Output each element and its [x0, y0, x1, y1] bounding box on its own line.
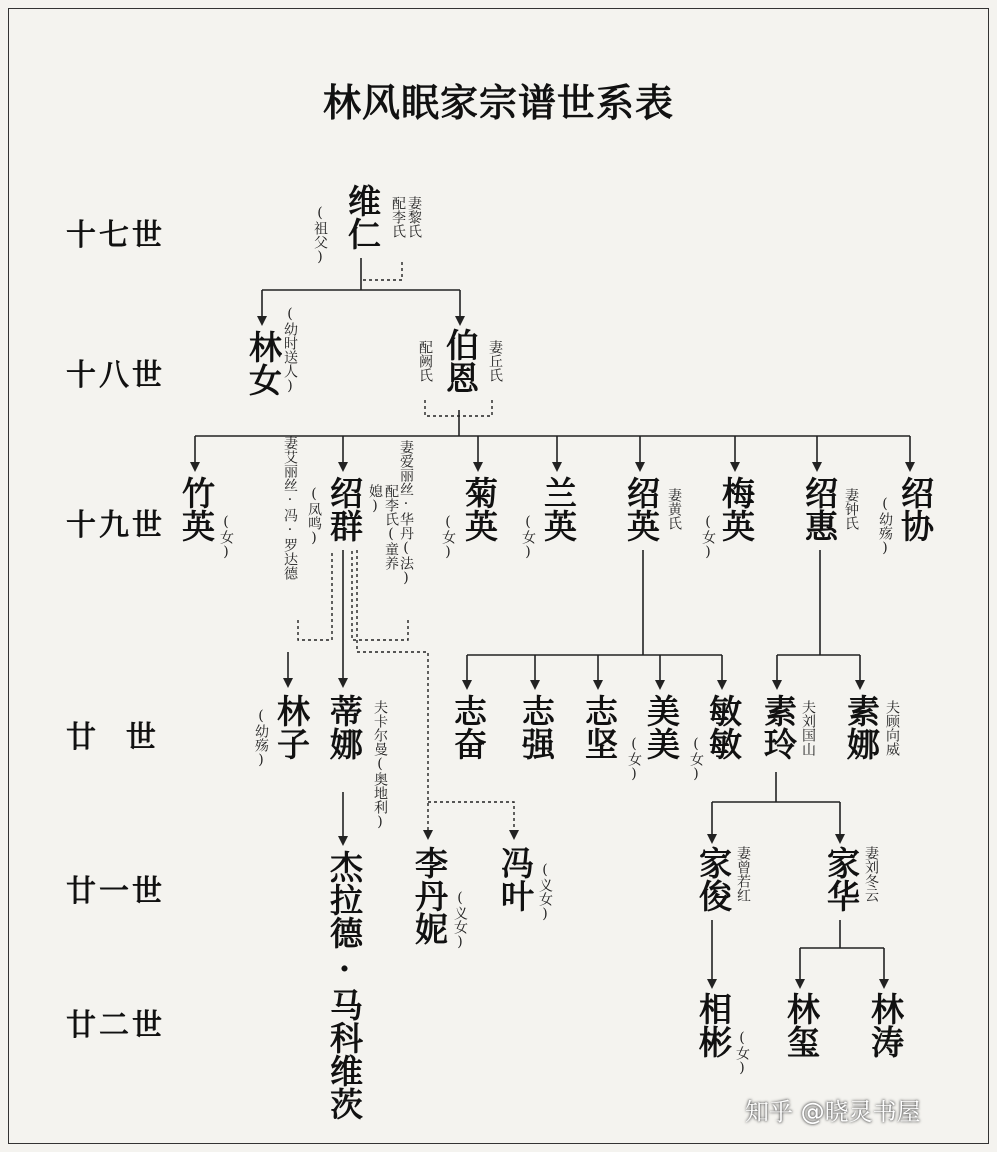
person-zhifen: 志奋 — [449, 694, 488, 760]
boen-spouse-left: 配阙氏 — [417, 340, 433, 382]
suna-spouse: 夫顾向威 — [884, 700, 900, 756]
person-jiahua: 家华 — [822, 846, 861, 912]
arrow-xiangbin — [707, 979, 717, 989]
person-lanying: 兰英 — [539, 476, 578, 542]
person-lintao: 林涛 — [866, 992, 905, 1058]
person-linzi: 林子 — [272, 694, 311, 760]
linnv-note: (幼时送人) — [282, 306, 298, 394]
arrow-zhuying — [190, 462, 200, 472]
person-suling: 素玲 — [759, 694, 798, 760]
arrow-shaoxie — [905, 462, 915, 472]
gen-20-label: 廿 世 — [66, 720, 159, 755]
jiajun-spouse: 妻曾若红 — [735, 846, 751, 902]
person-dina: 蒂娜 — [325, 694, 364, 760]
juying-note: (女) — [440, 514, 456, 560]
arrow-meiying — [730, 462, 740, 472]
shaoying-spouse: 妻黄氏 — [666, 488, 682, 530]
arrow-lidanni — [423, 830, 433, 840]
arrow-jieladi — [338, 836, 348, 846]
person-meiying: 梅英 — [717, 476, 756, 542]
shaohui-spouse: 妻钟氏 — [843, 488, 859, 530]
person-shaoying: 绍英 — [622, 476, 661, 542]
arrow-suna — [855, 680, 865, 690]
arrow-meimei — [655, 680, 665, 690]
person-fengye: 冯叶 — [496, 846, 535, 912]
arrow-lanying — [552, 462, 562, 472]
person-meimei: 美美 — [642, 694, 681, 760]
xiangbin-note: (女) — [734, 1030, 750, 1076]
arrow-linnv — [257, 316, 267, 326]
arrow-lintao — [879, 979, 889, 989]
page-title: 林风眠家宗谱世系表 — [322, 80, 674, 125]
gen-22-label: 廿二世 — [66, 1008, 165, 1043]
weiren-spouse: 妻黎氏 配李氏 — [390, 196, 422, 238]
dina-spouse: 夫卡尔曼(奥地利) — [372, 700, 388, 830]
person-boen: 伯恩 — [441, 328, 480, 394]
shaoxie-note: (幼殇) — [877, 496, 893, 556]
lanying-note: (女) — [520, 514, 536, 560]
person-zhijian: 志坚 — [580, 694, 619, 760]
shaoqun-note: (凤鸣) — [306, 486, 322, 546]
arrow-shaohui — [812, 462, 822, 472]
person-shaohui: 绍惠 — [800, 476, 839, 542]
zhuying-note: (女) — [218, 514, 234, 560]
arrow-zhijian — [593, 680, 603, 690]
person-linnv: 林女 — [244, 330, 283, 396]
gen-17-label: 十七世 — [66, 218, 165, 253]
boen-spouse-right: 妻丘氏 — [487, 340, 503, 382]
arrow-zhifen — [462, 680, 472, 690]
shaoqun-concubine: 配李氏(童养媳) — [367, 484, 399, 570]
arrow-boen — [455, 316, 465, 326]
arrow-shaoying — [635, 462, 645, 472]
person-suna: 素娜 — [842, 694, 881, 760]
person-jieladi: 杰拉德·马科维茨 — [325, 850, 364, 1120]
person-minmin: 敏敏 — [704, 694, 743, 760]
person-weiren: 维仁 — [343, 184, 382, 250]
arrow-minmin — [717, 680, 727, 690]
jiahua-spouse: 妻刘冬云 — [863, 846, 879, 902]
person-jiajun: 家俊 — [694, 846, 733, 912]
arrow-juying — [473, 462, 483, 472]
minmin-note: (女) — [688, 736, 704, 782]
linzi-note: (幼殇) — [253, 708, 269, 768]
person-juying: 菊英 — [460, 476, 499, 542]
person-xiangbin: 相彬 — [694, 992, 733, 1058]
arrow-shaoqun — [338, 462, 348, 472]
person-lidanni: 李丹妮 — [410, 846, 449, 945]
arrow-jiahua — [835, 834, 845, 844]
weiren-relation: (祖父) — [312, 205, 328, 265]
shaoqun-spouse-left: 妻艾丽丝·冯·罗达德 — [282, 436, 298, 580]
arrow-zhiqiang — [530, 680, 540, 690]
arrow-jiajun — [707, 834, 717, 844]
dash-boen-spouse-left — [425, 400, 459, 416]
arrow-fengye — [509, 830, 519, 840]
person-shaoqun: 绍群 — [325, 476, 364, 542]
person-linxi: 林玺 — [782, 992, 821, 1058]
fengye-note: (义女) — [537, 862, 553, 922]
person-zhiqiang: 志强 — [517, 694, 556, 760]
gen-21-label: 廿一世 — [66, 874, 165, 909]
gen-19-label: 十九世 — [66, 508, 165, 543]
arrow-linxi — [795, 979, 805, 989]
person-shaoxie: 绍协 — [896, 476, 935, 542]
suling-spouse: 夫刘国山 — [800, 700, 816, 756]
person-zhuying: 竹英 — [177, 476, 216, 542]
watermark: 知乎 @晓灵书屋 — [745, 1098, 921, 1126]
shaoqun-spouse-right: 妻爱丽丝·华丹(法) — [398, 440, 414, 586]
gen-18-label: 十八世 — [66, 358, 165, 393]
dash-shaoqun-spouse-left — [298, 550, 332, 640]
meiying-note: (女) — [700, 514, 716, 560]
arrow-suling — [772, 680, 782, 690]
arrow-linzi — [283, 678, 293, 688]
meimei-note: (女) — [626, 736, 642, 782]
dash-to-fengye — [428, 802, 514, 836]
arrow-dina — [338, 678, 348, 688]
dash-boen-spouse-right — [459, 400, 492, 416]
lidanni-note: (义女) — [452, 890, 468, 950]
